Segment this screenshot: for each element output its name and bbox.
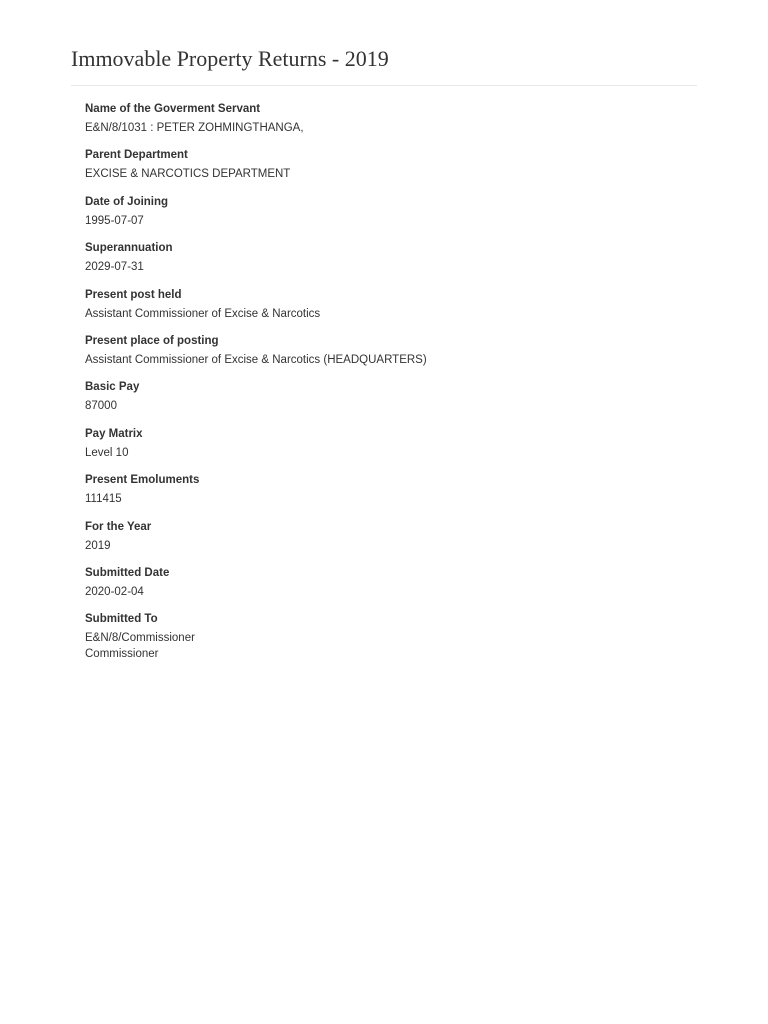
title-divider [71,85,697,86]
field-parent-department [85,146,695,192]
field-label: Submitted To [85,613,158,626]
field-value: E&N/8/1031 : PETER ZOHMINGTHANGA, [85,122,304,134]
field-value: 111415 [85,493,122,506]
field-present-place-of-posting [85,332,695,378]
field-value: 2029-07-31 [85,261,144,274]
property-return-details [85,100,695,661]
field-basic-pay [85,378,695,424]
field-label: Pay Matrix [85,427,143,440]
field-present-emoluments [85,471,695,517]
field-value: Level 10 [85,446,129,459]
field-value: 87000 [85,400,117,413]
field-label: Name of the Goverment Servant [85,103,261,115]
submitted-to-designation: Commissioner [85,648,159,661]
field-label: Submitted Date [85,566,170,579]
field-label: Superannuation [85,242,173,255]
field-submitted-to [85,610,695,661]
field-value: Assistant Commissioner of Excise & Narcotics (HEADQUARTERS) [85,353,427,366]
field-for-the-year [85,518,695,564]
field-label: Basic Pay [85,381,140,394]
field-value: Assistant Commissioner of Excise & Narcotics [85,307,321,320]
field-present-post-held [85,286,695,332]
field-label: Present post held [85,288,182,301]
field-value: 2020-02-04 [85,585,144,598]
field-label: Present Emoluments [85,474,200,487]
field-submitted-date [85,564,695,610]
field-label: For the Year [85,520,152,533]
field-superannuation [85,239,695,285]
submitted-to-code: E&N/8/Commissioner [85,632,195,645]
field-label: Present place of posting [85,334,219,347]
field-government-servant-name [85,100,695,146]
field-date-of-joining [85,193,695,239]
field-pay-matrix [85,425,695,471]
field-label: Parent Department [85,149,188,162]
page-title: Immovable Property Returns - 2019 [71,46,389,71]
field-value: 2019 [85,539,111,552]
field-value: 1995-07-07 [85,214,144,227]
field-value: EXCISE & NARCOTICS DEPARTMENT [85,168,291,181]
field-label: Date of Joining [85,195,169,208]
